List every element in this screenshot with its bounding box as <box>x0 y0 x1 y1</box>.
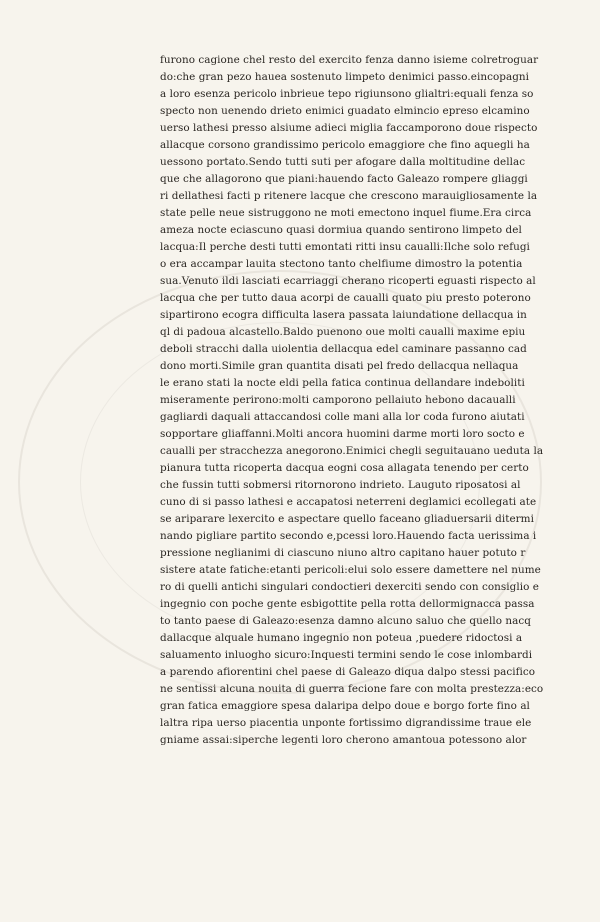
text-line: sua.Venuto ildi lasciati ecarriaggi cherano ricoperti eguasti rispecto al <box>160 275 536 287</box>
text-line: nando pigliare partito secondo e,pcessi loro.Hauendo facta uerissima i <box>160 530 537 542</box>
text-line: state pelle neue sistruggono ne moti emectono inquel fiume.Era circa <box>160 207 532 219</box>
text-line: dallacque alquale humano ingegnio non poteua ,puedere ridoctosi a <box>160 632 523 644</box>
text-line: do:che gran pezo hauea sostenuto limpeto denimici passo.eincopagni <box>160 71 530 83</box>
text-line: miseramente perirono:molti camporono pellaiuto hebono dacaualli <box>160 394 516 406</box>
text-line: lacqua:Il perche desti tutti emontati ritti insu caualli:Ilche solo refugi <box>160 241 530 253</box>
text-line: caualli per stracchezza anegorono.Enimici chegli seguitauano ueduta la <box>160 445 544 457</box>
text-line: laltra ripa uerso piacentia unponte fortissimo digrandissime traue ele <box>160 717 532 729</box>
text-line: uessono portato.Sendo tutti suti per afogare dalla moltitudine dellac <box>160 156 526 168</box>
text-line: cuno di si passo lathesi e accapatosi neterreni deglamici ecollegati ate <box>160 496 537 508</box>
text-line: gran fatica emaggiore spesa dalaripa delpo doue e borgo forte fino al <box>160 700 530 712</box>
text-line: to tanto paese di Galeazo:esenza damno alcuno saluo che quello nacq <box>160 615 531 627</box>
text-block <box>160 52 558 749</box>
text-line: ameza nocte eciascuno quasi dormiua quando sentirono limpeto del <box>160 224 522 236</box>
text-line: a parendo afiorentini chel paese di Galeazo diqua dalpo stessi pacifico <box>160 666 536 678</box>
text-line: ingegnio con poche gente esbigottite pella rotta dellormignacca passa <box>160 598 535 610</box>
text-line: ro di quelli antichi singulari condoctieri dexerciti sendo con consiglio e <box>160 581 539 593</box>
text-line: lacqua che per tutto daua acorpi de caualli quato piu presto poterono <box>160 292 531 304</box>
text-line: gniame assai:siperche legenti loro cherono amantoua potessono alor <box>160 734 527 746</box>
text-line: furono cagione chel resto del exercito fenza danno isieme colretroguar <box>160 54 539 66</box>
text-line: deboli stracchi dalla uiolentia dellacqua edel caminare passanno cad <box>160 343 527 355</box>
text-line: sistere atate fatiche:etanti pericoli:elui solo essere damettere nel nume <box>160 564 541 576</box>
text-line: uerso lathesi presso alsiume adieci miglia faccamporono doue rispecto <box>160 122 538 134</box>
text-line: o era accampar lauita stectono tanto chelfiume dimostro la potentia <box>160 258 523 270</box>
text-line: a loro esenza pericolo inbrieue tepo rigiunsono glialtri:equali fenza so <box>160 88 534 100</box>
text-line: gagliardi daquali attaccandosi colle mani alla lor coda furono aiutati <box>160 411 525 423</box>
text-line: que che allagorono que piani:hauendo facto Galeazo rompere gliaggi <box>160 173 528 185</box>
text-line: allacque corsono grandissimo pericolo emaggiore che fino aquegli ha <box>160 139 530 151</box>
text-line: che fussin tutti sobmersi ritornorono indrieto. Lauguto riposatosi al <box>160 479 521 491</box>
text-line: pressione neglianimi di ciascuno niuno altro capitano hauer potuto r <box>160 547 526 559</box>
text-line: specto non uenendo drieto enimici guadato elmincio epreso elcamino <box>160 105 530 117</box>
text-line: se ariparare lexercito e aspectare quello faceano gliaduersarii ditermi <box>160 513 534 525</box>
text-line: sopportare gliaffanni.Molti ancora huomini darme morti loro socto e <box>160 428 525 440</box>
text-line: sipartirono ecogra difficulta lasera passata laiundatione dellacqua in <box>160 309 527 321</box>
text-line: ne sentissi alcuna nouita di guerra fecione fare con molta prestezza:eco <box>160 683 544 695</box>
text-line: le erano stati la nocte eldi pella fatica continua dellandare indeboliti <box>160 377 525 389</box>
text-line: dono morti.Simile gran quantita disati pel fredo dellacqua nellaqua <box>160 360 519 372</box>
text-line: ri dellathesi facti p ritenere lacque che crescono marauigliosamente la <box>160 190 538 202</box>
text-line: saluamento inluogho sicuro:Inquesti termini sendo le cose inlombardi <box>160 649 533 661</box>
text-line: ql di padoua alcastello.Baldo puenono oue molti caualli maxime epiu <box>160 326 526 338</box>
text-line: pianura tutta ricoperta dacqua eogni cosa allagata tenendo per certo <box>160 462 529 474</box>
